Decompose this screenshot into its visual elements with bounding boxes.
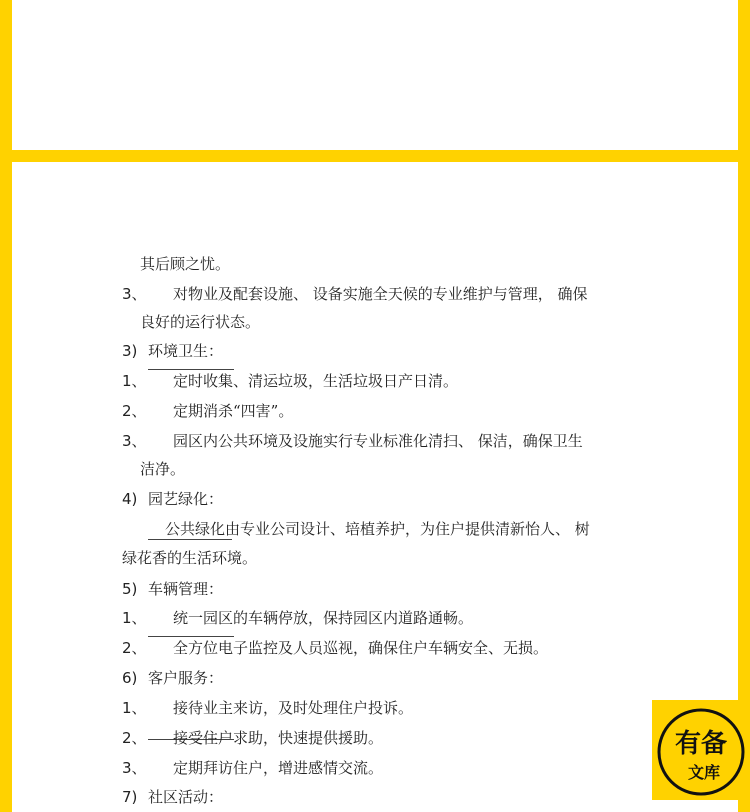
text-line: 接待业主来访，及时处理住户投诉。 — [173, 699, 414, 717]
text-line: 洁净。 — [140, 460, 186, 478]
logo-text-top: 有备 — [674, 729, 728, 759]
section-heading: 车辆管理： — [148, 580, 224, 598]
section-number: 7) — [122, 788, 138, 806]
list-number: 1、 — [122, 609, 147, 627]
logo-badge-icon — [652, 700, 750, 800]
section-number: 6) — [122, 669, 138, 687]
section-heading: 环境卫生： — [148, 342, 224, 360]
text-line: 对物业及配套设施、 设备实施全天候的专业维护与管理， 确保 — [173, 285, 588, 303]
list-number: 1、 — [122, 372, 147, 390]
text-line: 统一园区的车辆停放，保持园区内道路通畅。 — [173, 609, 474, 627]
underline-rule — [148, 539, 232, 540]
section-number: 5) — [122, 580, 138, 598]
text-line: 绿花香的生活环境。 — [122, 549, 258, 567]
text-line: 定期拜访住户，增进感情交流。 — [173, 759, 384, 777]
watermark-logo — [652, 700, 750, 800]
text-line: 公共绿化由专业公司设计、培植养护，为住户提供清新怡人、 树 — [165, 520, 590, 538]
section-heading: 园艺绿化： — [148, 490, 224, 508]
list-number: 1、 — [122, 699, 147, 717]
logo-text-bottom: 文库 — [687, 763, 721, 782]
text-line: 园区内公共环境及设施实行专业标准化清扫、 保洁，确保卫生 — [173, 432, 583, 450]
list-number: 2、 — [122, 639, 147, 657]
text-line: 定期消杀“四害”。 — [173, 402, 294, 420]
underline-rule — [148, 369, 234, 370]
list-number: 3、 — [122, 759, 147, 777]
text-line: 定时收集、清运垃圾，生活垃圾日产日清。 — [173, 372, 459, 390]
section-number: 4) — [122, 490, 138, 508]
section-heading: 客户服务： — [148, 669, 224, 687]
list-number: 3、 — [122, 285, 147, 303]
list-number: 2、 — [122, 729, 147, 747]
list-number: 3、 — [122, 432, 147, 450]
text-line: 接受住户求助，快速提供援助。 — [173, 729, 384, 747]
section-heading: 社区活动： — [148, 788, 224, 806]
list-number: 2、 — [122, 402, 147, 420]
underline-rule — [148, 636, 234, 637]
previous-page-bottom — [12, 0, 738, 150]
text-line: 其后顾之忧。 — [140, 255, 231, 273]
section-number: 3) — [122, 342, 138, 360]
text-line: 良好的运行状态。 — [140, 313, 261, 331]
text-line: 全方位电子监控及人员巡视，确保住户车辆安全、无损。 — [173, 639, 549, 657]
